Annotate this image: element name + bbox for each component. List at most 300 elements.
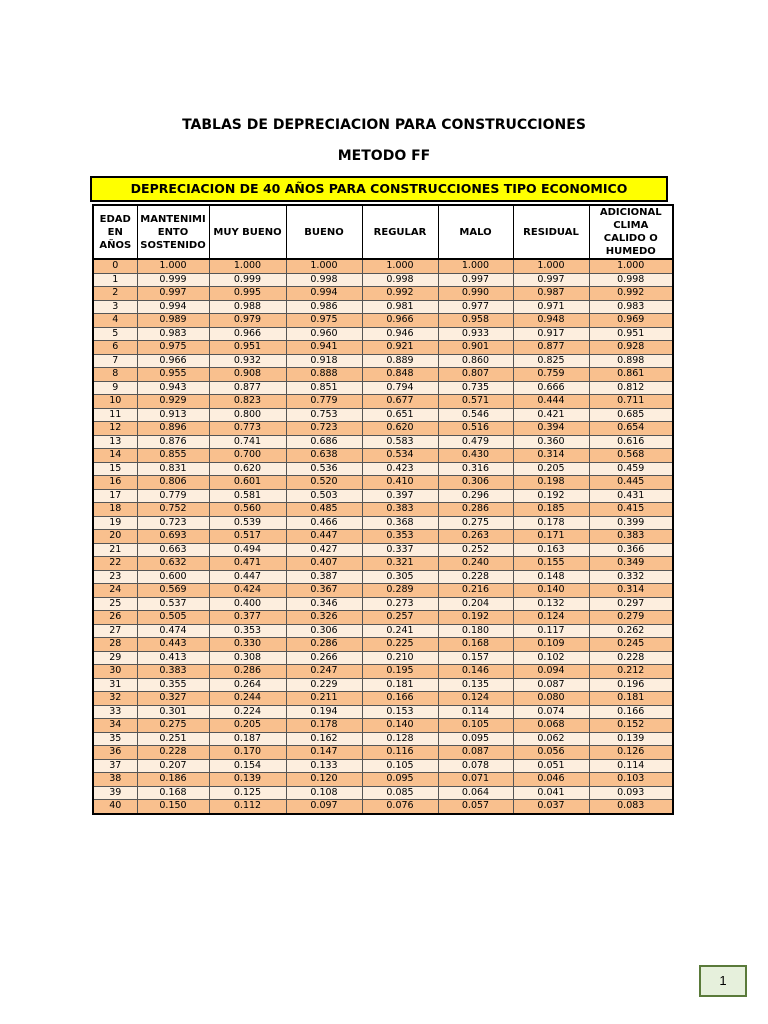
value-cell: 0.987 <box>513 287 589 301</box>
table-row <box>93 786 673 800</box>
table-row <box>93 800 673 814</box>
value-cell: 0.146 <box>438 665 513 679</box>
value-cell: 0.368 <box>362 516 438 530</box>
table-row <box>93 597 673 611</box>
table-row <box>93 287 673 301</box>
table-row <box>93 395 673 409</box>
value-cell: 0.546 <box>438 408 513 422</box>
value-cell: 0.316 <box>438 462 513 476</box>
value-cell: 0.447 <box>286 530 362 544</box>
value-cell: 0.806 <box>137 476 209 490</box>
value-cell: 0.297 <box>589 597 673 611</box>
age-cell: 19 <box>93 516 137 530</box>
value-cell: 0.114 <box>589 759 673 773</box>
value-cell: 0.332 <box>589 570 673 584</box>
column-header <box>209 205 286 259</box>
table-row <box>93 759 673 773</box>
value-cell: 0.983 <box>589 300 673 314</box>
value-cell: 0.932 <box>209 354 286 368</box>
value-cell: 0.855 <box>137 449 209 463</box>
value-cell: 0.966 <box>209 327 286 341</box>
value-cell: 0.162 <box>286 732 362 746</box>
value-cell: 0.139 <box>589 732 673 746</box>
value-cell: 0.998 <box>362 273 438 287</box>
value-cell: 0.330 <box>209 638 286 652</box>
value-cell: 0.087 <box>513 678 589 692</box>
value-cell: 0.166 <box>362 692 438 706</box>
value-cell: 0.257 <box>362 611 438 625</box>
value-cell: 0.105 <box>438 719 513 733</box>
value-cell: 0.097 <box>286 800 362 814</box>
age-cell: 25 <box>93 597 137 611</box>
age-cell: 4 <box>93 314 137 328</box>
value-cell: 0.960 <box>286 327 362 341</box>
value-cell: 0.666 <box>513 381 589 395</box>
value-cell: 0.407 <box>286 557 362 571</box>
table-row <box>93 273 673 287</box>
value-cell: 0.094 <box>513 665 589 679</box>
value-cell: 0.140 <box>362 719 438 733</box>
age-cell: 1 <box>93 273 137 287</box>
value-cell: 0.958 <box>438 314 513 328</box>
value-cell: 0.941 <box>286 341 362 355</box>
value-cell: 0.125 <box>209 786 286 800</box>
value-cell: 1.000 <box>209 259 286 273</box>
value-cell: 0.581 <box>209 489 286 503</box>
column-header-line: MALO <box>459 226 492 238</box>
table-row <box>93 300 673 314</box>
value-cell: 0.301 <box>137 705 209 719</box>
age-cell: 3 <box>93 300 137 314</box>
value-cell: 0.851 <box>286 381 362 395</box>
age-cell: 24 <box>93 584 137 598</box>
value-cell: 0.966 <box>362 314 438 328</box>
column-header-line: ADICIONAL <box>599 207 662 218</box>
value-cell: 0.948 <box>513 314 589 328</box>
age-cell: 7 <box>93 354 137 368</box>
value-cell: 0.471 <box>209 557 286 571</box>
value-cell: 0.139 <box>209 773 286 787</box>
value-cell: 0.314 <box>513 449 589 463</box>
value-cell: 0.152 <box>589 719 673 733</box>
value-cell: 0.397 <box>362 489 438 503</box>
value-cell: 0.933 <box>438 327 513 341</box>
value-cell: 0.124 <box>438 692 513 706</box>
age-cell: 23 <box>93 570 137 584</box>
age-cell: 27 <box>93 624 137 638</box>
value-cell: 0.825 <box>513 354 589 368</box>
value-cell: 0.087 <box>438 746 513 760</box>
value-cell: 0.693 <box>137 530 209 544</box>
value-cell: 0.076 <box>362 800 438 814</box>
value-cell: 0.181 <box>362 678 438 692</box>
value-cell: 0.410 <box>362 476 438 490</box>
value-cell: 0.794 <box>362 381 438 395</box>
value-cell: 0.520 <box>286 476 362 490</box>
value-cell: 0.262 <box>589 624 673 638</box>
value-cell: 0.569 <box>137 584 209 598</box>
value-cell: 0.663 <box>137 543 209 557</box>
value-cell: 0.800 <box>209 408 286 422</box>
value-cell: 0.430 <box>438 449 513 463</box>
value-cell: 0.568 <box>589 449 673 463</box>
table-row <box>93 435 673 449</box>
value-cell: 0.120 <box>286 773 362 787</box>
value-cell: 0.095 <box>362 773 438 787</box>
column-header <box>589 205 673 259</box>
value-cell: 0.198 <box>513 476 589 490</box>
value-cell: 0.977 <box>438 300 513 314</box>
value-cell: 0.677 <box>362 395 438 409</box>
value-cell: 0.898 <box>589 354 673 368</box>
table-banner: DEPRECIACION DE 40 AÑOS PARA CONSTRUCCIONES TIPO ECONOMICO <box>90 176 668 202</box>
value-cell: 0.180 <box>438 624 513 638</box>
value-cell: 0.327 <box>137 692 209 706</box>
age-cell: 17 <box>93 489 137 503</box>
age-cell: 30 <box>93 665 137 679</box>
value-cell: 0.194 <box>286 705 362 719</box>
value-cell: 0.264 <box>209 678 286 692</box>
table-row <box>93 341 673 355</box>
value-cell: 0.415 <box>589 503 673 517</box>
value-cell: 0.228 <box>438 570 513 584</box>
value-cell: 0.083 <box>589 800 673 814</box>
value-cell: 0.400 <box>209 597 286 611</box>
table-row <box>93 665 673 679</box>
value-cell: 0.170 <box>209 746 286 760</box>
table-row <box>93 584 673 598</box>
value-cell: 0.966 <box>137 354 209 368</box>
value-cell: 0.443 <box>137 638 209 652</box>
value-cell: 0.888 <box>286 368 362 382</box>
value-cell: 0.638 <box>286 449 362 463</box>
value-cell: 0.157 <box>438 651 513 665</box>
value-cell: 0.700 <box>209 449 286 463</box>
value-cell: 0.204 <box>438 597 513 611</box>
value-cell: 0.992 <box>362 287 438 301</box>
value-cell: 0.346 <box>286 597 362 611</box>
value-cell: 0.975 <box>137 341 209 355</box>
value-cell: 0.337 <box>362 543 438 557</box>
value-cell: 0.807 <box>438 368 513 382</box>
value-cell: 0.244 <box>209 692 286 706</box>
value-cell: 0.986 <box>286 300 362 314</box>
page-number-box <box>699 965 747 997</box>
table-row <box>93 489 673 503</box>
value-cell: 0.210 <box>362 651 438 665</box>
value-cell: 0.831 <box>137 462 209 476</box>
value-cell: 1.000 <box>362 259 438 273</box>
value-cell: 0.103 <box>589 773 673 787</box>
value-cell: 0.474 <box>137 624 209 638</box>
value-cell: 0.102 <box>513 651 589 665</box>
depreciation-table <box>92 204 674 815</box>
value-cell: 0.989 <box>137 314 209 328</box>
value-cell: 0.109 <box>513 638 589 652</box>
age-cell: 10 <box>93 395 137 409</box>
value-cell: 0.187 <box>209 732 286 746</box>
value-cell: 0.620 <box>362 422 438 436</box>
column-header-line: ENTO <box>157 226 189 238</box>
value-cell: 0.387 <box>286 570 362 584</box>
column-header <box>93 205 137 259</box>
value-cell: 0.686 <box>286 435 362 449</box>
table-row <box>93 314 673 328</box>
value-cell: 0.759 <box>513 368 589 382</box>
value-cell: 0.901 <box>438 341 513 355</box>
value-cell: 0.995 <box>209 287 286 301</box>
value-cell: 0.192 <box>513 489 589 503</box>
column-header <box>137 205 209 259</box>
value-cell: 0.651 <box>362 408 438 422</box>
value-cell: 0.999 <box>137 273 209 287</box>
age-cell: 6 <box>93 341 137 355</box>
value-cell: 0.494 <box>209 543 286 557</box>
value-cell: 0.779 <box>137 489 209 503</box>
value-cell: 0.394 <box>513 422 589 436</box>
table-row <box>93 327 673 341</box>
column-header-line: CALIDO O <box>603 233 658 244</box>
age-cell: 34 <box>93 719 137 733</box>
value-cell: 0.534 <box>362 449 438 463</box>
value-cell: 0.074 <box>513 705 589 719</box>
value-cell: 0.908 <box>209 368 286 382</box>
value-cell: 0.571 <box>438 395 513 409</box>
table-row <box>93 516 673 530</box>
value-cell: 0.741 <box>209 435 286 449</box>
value-cell: 0.537 <box>137 597 209 611</box>
value-cell: 0.245 <box>589 638 673 652</box>
value-cell: 0.181 <box>589 692 673 706</box>
value-cell: 0.992 <box>589 287 673 301</box>
value-cell: 0.921 <box>362 341 438 355</box>
value-cell: 0.093 <box>589 786 673 800</box>
value-cell: 0.140 <box>513 584 589 598</box>
table-row <box>93 570 673 584</box>
value-cell: 0.753 <box>286 408 362 422</box>
value-cell: 0.080 <box>513 692 589 706</box>
value-cell: 0.224 <box>209 705 286 719</box>
value-cell: 0.228 <box>137 746 209 760</box>
value-cell: 0.212 <box>589 665 673 679</box>
value-cell: 0.355 <box>137 678 209 692</box>
value-cell: 0.539 <box>209 516 286 530</box>
value-cell: 0.447 <box>209 570 286 584</box>
value-cell: 0.132 <box>513 597 589 611</box>
table-row <box>93 638 673 652</box>
age-cell: 40 <box>93 800 137 814</box>
value-cell: 0.918 <box>286 354 362 368</box>
value-cell: 0.990 <box>438 287 513 301</box>
value-cell: 0.773 <box>209 422 286 436</box>
age-cell: 13 <box>93 435 137 449</box>
table-row <box>93 381 673 395</box>
value-cell: 0.466 <box>286 516 362 530</box>
value-cell: 0.241 <box>362 624 438 638</box>
value-cell: 0.147 <box>286 746 362 760</box>
age-cell: 38 <box>93 773 137 787</box>
age-cell: 35 <box>93 732 137 746</box>
value-cell: 0.168 <box>438 638 513 652</box>
value-cell: 0.353 <box>362 530 438 544</box>
page-title: TABLAS DE DEPRECIACION PARA CONSTRUCCIONES <box>182 117 586 133</box>
value-cell: 0.211 <box>286 692 362 706</box>
value-cell: 0.413 <box>137 651 209 665</box>
value-cell: 0.326 <box>286 611 362 625</box>
value-cell: 0.205 <box>209 719 286 733</box>
value-cell: 0.216 <box>438 584 513 598</box>
value-cell: 0.062 <box>513 732 589 746</box>
value-cell: 0.988 <box>209 300 286 314</box>
table-row <box>93 368 673 382</box>
value-cell: 0.928 <box>589 341 673 355</box>
value-cell: 0.185 <box>513 503 589 517</box>
value-cell: 0.485 <box>286 503 362 517</box>
value-cell: 0.383 <box>137 665 209 679</box>
value-cell: 0.459 <box>589 462 673 476</box>
value-cell: 0.289 <box>362 584 438 598</box>
value-cell: 0.095 <box>438 732 513 746</box>
value-cell: 0.998 <box>589 273 673 287</box>
value-cell: 0.108 <box>286 786 362 800</box>
age-cell: 31 <box>93 678 137 692</box>
value-cell: 0.517 <box>209 530 286 544</box>
value-cell: 0.735 <box>438 381 513 395</box>
value-cell: 0.383 <box>589 530 673 544</box>
value-cell: 0.994 <box>286 287 362 301</box>
value-cell: 0.479 <box>438 435 513 449</box>
age-cell: 39 <box>93 786 137 800</box>
value-cell: 0.286 <box>438 503 513 517</box>
value-cell: 0.195 <box>362 665 438 679</box>
value-cell: 0.503 <box>286 489 362 503</box>
table-row <box>93 530 673 544</box>
value-cell: 0.041 <box>513 786 589 800</box>
age-cell: 14 <box>93 449 137 463</box>
column-header <box>438 205 513 259</box>
value-cell: 0.196 <box>589 678 673 692</box>
value-cell: 0.114 <box>438 705 513 719</box>
table-row <box>93 719 673 733</box>
value-cell: 0.251 <box>137 732 209 746</box>
age-cell: 22 <box>93 557 137 571</box>
value-cell: 0.056 <box>513 746 589 760</box>
age-cell: 18 <box>93 503 137 517</box>
column-header-line: CLIMA <box>613 220 649 231</box>
value-cell: 0.085 <box>362 786 438 800</box>
value-cell: 0.275 <box>438 516 513 530</box>
table-row <box>93 678 673 692</box>
table-row <box>93 543 673 557</box>
value-cell: 0.153 <box>362 705 438 719</box>
value-cell: 0.367 <box>286 584 362 598</box>
column-header-line: SOSTENIDO <box>140 239 206 251</box>
value-cell: 0.812 <box>589 381 673 395</box>
table-row <box>93 449 673 463</box>
value-cell: 0.240 <box>438 557 513 571</box>
value-cell: 0.360 <box>513 435 589 449</box>
value-cell: 0.600 <box>137 570 209 584</box>
value-cell: 0.998 <box>286 273 362 287</box>
value-cell: 0.723 <box>286 422 362 436</box>
value-cell: 0.383 <box>362 503 438 517</box>
value-cell: 0.685 <box>589 408 673 422</box>
value-cell: 0.943 <box>137 381 209 395</box>
value-cell: 0.994 <box>137 300 209 314</box>
value-cell: 0.444 <box>513 395 589 409</box>
age-cell: 36 <box>93 746 137 760</box>
value-cell: 0.877 <box>209 381 286 395</box>
value-cell: 0.105 <box>362 759 438 773</box>
value-cell: 0.779 <box>286 395 362 409</box>
value-cell: 0.983 <box>137 327 209 341</box>
column-header-line: MUY BUENO <box>213 226 282 238</box>
value-cell: 0.263 <box>438 530 513 544</box>
value-cell: 0.601 <box>209 476 286 490</box>
column-header-line: BUENO <box>304 226 344 238</box>
value-cell: 0.951 <box>209 341 286 355</box>
age-cell: 26 <box>93 611 137 625</box>
value-cell: 0.252 <box>438 543 513 557</box>
value-cell: 0.431 <box>589 489 673 503</box>
table-row <box>93 476 673 490</box>
value-cell: 0.247 <box>286 665 362 679</box>
value-cell: 0.266 <box>286 651 362 665</box>
age-cell: 8 <box>93 368 137 382</box>
value-cell: 0.848 <box>362 368 438 382</box>
value-cell: 0.163 <box>513 543 589 557</box>
value-cell: 0.366 <box>589 543 673 557</box>
value-cell: 0.399 <box>589 516 673 530</box>
value-cell: 0.205 <box>513 462 589 476</box>
age-cell: 20 <box>93 530 137 544</box>
value-cell: 0.306 <box>438 476 513 490</box>
value-cell: 0.975 <box>286 314 362 328</box>
value-cell: 0.126 <box>589 746 673 760</box>
value-cell: 0.723 <box>137 516 209 530</box>
value-cell: 0.981 <box>362 300 438 314</box>
value-cell: 0.178 <box>513 516 589 530</box>
table-row <box>93 611 673 625</box>
value-cell: 0.860 <box>438 354 513 368</box>
value-cell: 0.427 <box>286 543 362 557</box>
value-cell: 0.228 <box>589 651 673 665</box>
value-cell: 0.929 <box>137 395 209 409</box>
value-cell: 0.229 <box>286 678 362 692</box>
value-cell: 0.135 <box>438 678 513 692</box>
value-cell: 0.166 <box>589 705 673 719</box>
age-cell: 21 <box>93 543 137 557</box>
column-header-line: REGULAR <box>373 226 427 238</box>
column-header <box>513 205 589 259</box>
value-cell: 0.752 <box>137 503 209 517</box>
value-cell: 0.321 <box>362 557 438 571</box>
column-header-line: EDAD <box>99 213 131 225</box>
value-cell: 0.305 <box>362 570 438 584</box>
age-cell: 29 <box>93 651 137 665</box>
value-cell: 0.711 <box>589 395 673 409</box>
value-cell: 0.917 <box>513 327 589 341</box>
age-cell: 5 <box>93 327 137 341</box>
age-cell: 11 <box>93 408 137 422</box>
column-header-line: AÑOS <box>99 239 132 251</box>
page-subtitle: METODO FF <box>337 148 431 164</box>
table-row <box>93 408 673 422</box>
age-cell: 28 <box>93 638 137 652</box>
table-header-row <box>93 205 673 259</box>
value-cell: 0.168 <box>137 786 209 800</box>
value-cell: 0.068 <box>513 719 589 733</box>
